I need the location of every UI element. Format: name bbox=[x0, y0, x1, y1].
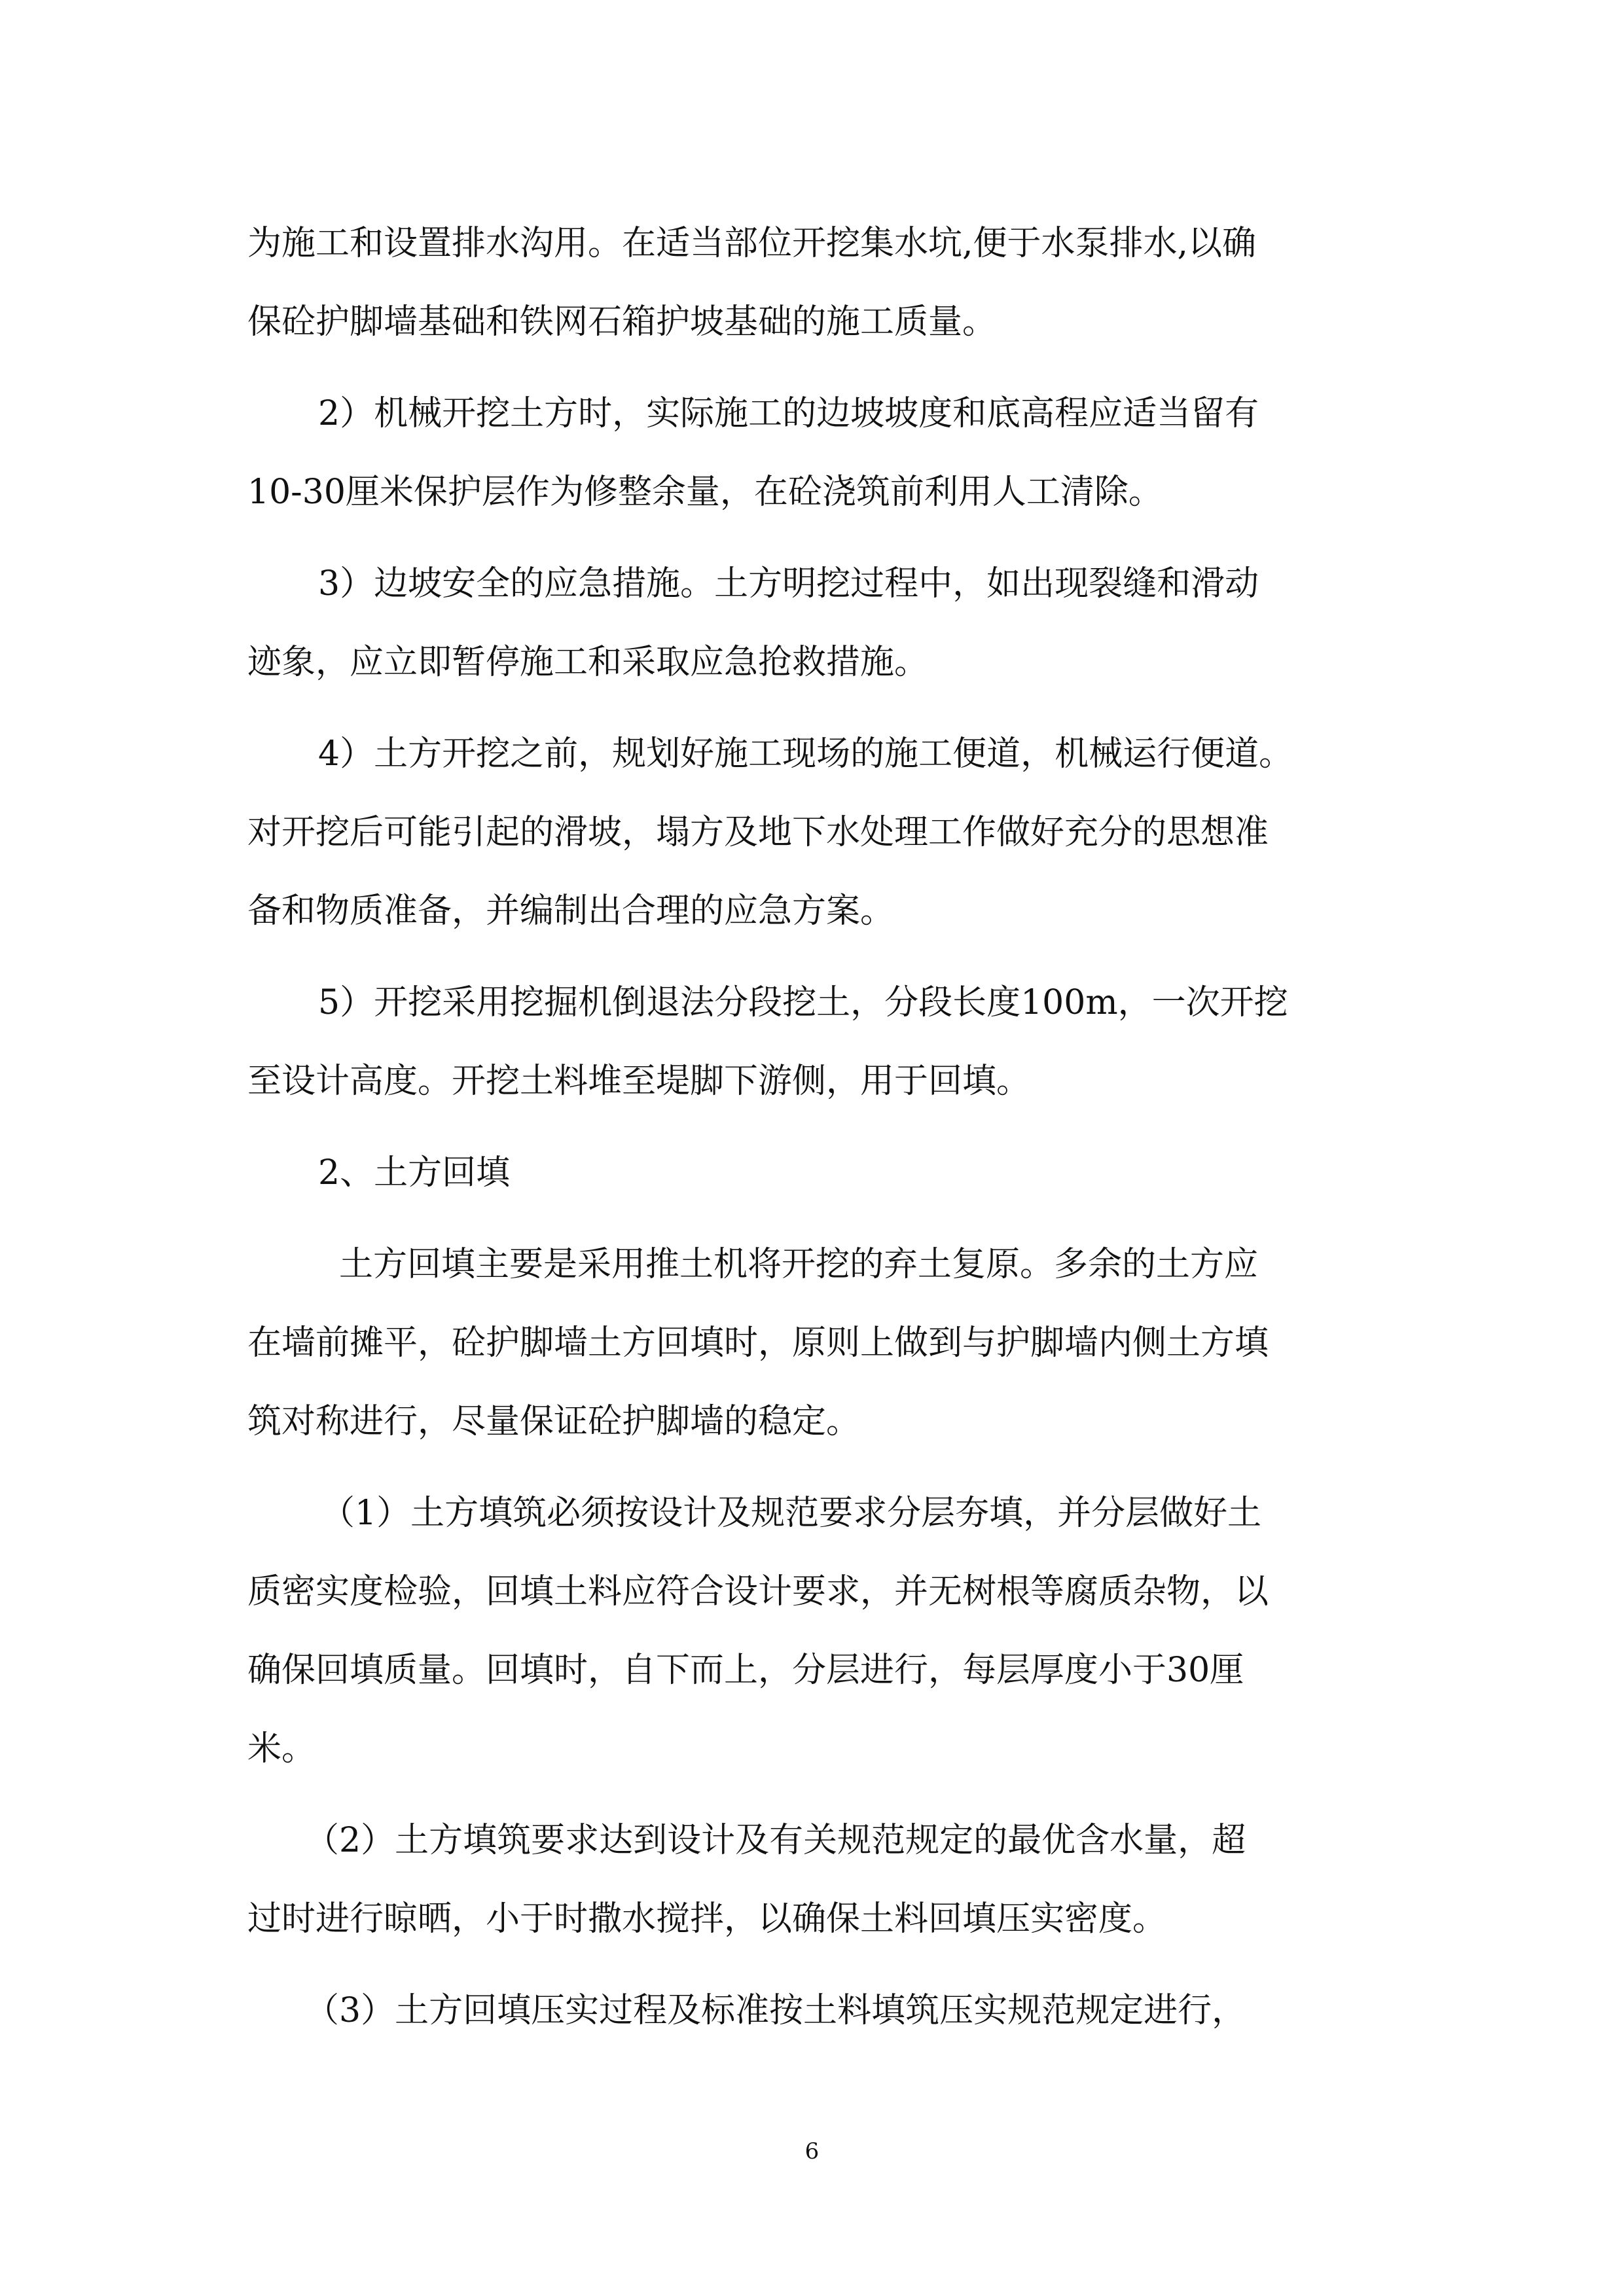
text-line: 10-30厘米保护层作为修整余量，在砼浇筑前利用人工清除。 bbox=[247, 473, 1163, 512]
text-line: 米。 bbox=[247, 1729, 316, 1768]
text-line: 过时进行晾晒，小于时撒水搅拌，以确保土料回填压实密度。 bbox=[247, 1899, 1167, 1939]
text-line: 3）边坡安全的应急措施。土方明挖过程中，如出现裂缝和滑动 bbox=[318, 564, 1259, 603]
text-line: 迹象，应立即暂停施工和采取应急抢救措施。 bbox=[247, 643, 929, 682]
text-line: 确保回填质量。回填时，自下而上，分层进行，每层厚度小于30厘 bbox=[247, 1651, 1244, 1690]
text-line: 2）机械开挖土方时，实际施工的边坡坡度和底高程应适当留有 bbox=[318, 394, 1259, 433]
text-line: 至设计高度。开挖土料堆至堤脚下游侧，用于回填。 bbox=[247, 1062, 1031, 1101]
text-line: 土方回填主要是采用推土机将开挖的弃土复原。多余的土方应 bbox=[339, 1245, 1259, 1284]
page-number: 6 bbox=[804, 2138, 820, 2164]
text-line: （2）土方填筑要求达到设计及有关规范规定的最优含水量，超 bbox=[305, 1821, 1246, 1860]
text-line: （1）土方填筑必须按设计及规范要求分层夯填，并分层做好土 bbox=[321, 1494, 1262, 1533]
text-line: 备和物质准备，并编制出合理的应急方案。 bbox=[247, 891, 895, 931]
text-line: 质密实度检验，回填土料应符合设计要求，并无树根等腐质杂物，以 bbox=[247, 1572, 1269, 1611]
text-line: 为施工和设置排水沟用。在适当部位开挖集水坑,便于水泵排水,以确 bbox=[247, 224, 1257, 263]
text-line: 保砼护脚墙基础和铁网石箱护坡基础的施工质量。 bbox=[247, 302, 997, 342]
text-line: （3）土方回填压实过程及标准按土料填筑压实规范规定进行， bbox=[305, 1991, 1246, 2030]
text-line: 在墙前摊平，砼护脚墙土方回填时，原则上做到与护脚墙内侧土方填 bbox=[247, 1323, 1269, 1363]
text-line: 5）开挖采用挖掘机倒退法分段挖土，分段长度100m，一次开挖 bbox=[318, 983, 1288, 1022]
text-line: 筑对称进行，尽量保证砼护脚墙的稳定。 bbox=[247, 1402, 861, 1441]
text-line: 对开挖后可能引起的滑坡，塌方及地下水处理工作做好充分的思想准 bbox=[247, 813, 1269, 852]
text-line: 4）土方开挖之前，规划好施工现场的施工便道，机械运行便道。 bbox=[318, 734, 1293, 774]
section-heading: 2、土方回填 bbox=[318, 1153, 511, 1193]
